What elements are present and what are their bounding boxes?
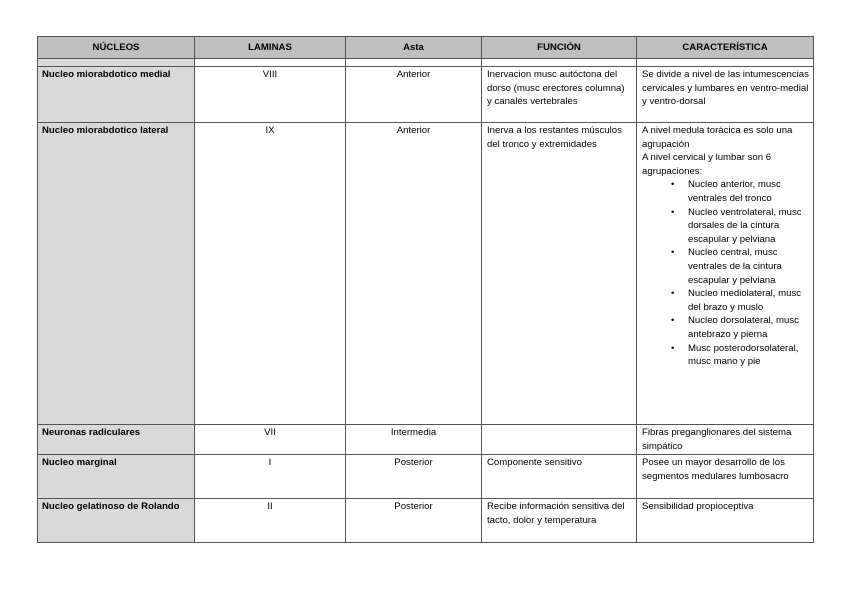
lamina-cell: I (195, 455, 346, 499)
funcion-cell: Recibe información sensitiva del tacto, dolor y temperatura (482, 499, 637, 543)
nuclei-table (37, 36, 814, 543)
nucleo-cell: Neuronas radiculares (38, 425, 195, 455)
caracteristica-line: A nivel cervical y lumbar son 6 agrupaciones: (642, 152, 772, 177)
header-funcion: FUNCIÓN (482, 37, 637, 59)
list-item: • Musc posterodorsolateral, musc mano y pie (676, 342, 809, 369)
table-row (38, 123, 814, 425)
asta-cell: Posterior (346, 499, 482, 543)
funcion-cell: Componente sensitivo (482, 455, 637, 499)
lamina-cell: IX (195, 123, 346, 425)
nucleo-cell: Nucleo miorabdotico lateral (38, 123, 195, 425)
header-nucleos: NÚCLEOS (38, 37, 195, 59)
spacer-row (38, 59, 814, 67)
table-row (38, 499, 814, 543)
table-row (38, 425, 814, 455)
header-asta: Asta (346, 37, 482, 59)
funcion-cell (482, 425, 637, 455)
groups-list (642, 178, 809, 368)
caracteristica-cell (637, 123, 814, 425)
lamina-cell: VIII (195, 67, 346, 123)
list-item: • Nucleo mediolateral, musc del brazo y muslo (676, 287, 809, 314)
nucleo-cell: Nucleo miorabdotico medial (38, 67, 195, 123)
lamina-cell: II (195, 499, 346, 543)
asta-cell: Anterior (346, 67, 482, 123)
caracteristica-cell: Sensibilidad propioceptiva (637, 499, 814, 543)
caracteristica-cell: Posee un mayor desarrollo de los segmentos medulares lumbosacro (637, 455, 814, 499)
asta-cell: Intermedia (346, 425, 482, 455)
header-laminas: LAMINAS (195, 37, 346, 59)
header-row (38, 37, 814, 59)
list-item: • Nucleo anterior, musc ventrales del tronco (676, 178, 809, 205)
funcion-cell: Inerva a los restantes músculos del tronco y extremidades (482, 123, 637, 425)
list-item: • Nucleo ventrolateral, musc dorsales de la cintura escapular y pelviana (676, 206, 809, 247)
nucleo-cell: Nucleo gelatinoso de Rolando (38, 499, 195, 543)
list-item: • Nucleo central, musc ventrales de la cintura escapular y pelviana (676, 246, 809, 287)
funcion-cell: Inervacion musc autóctona del dorso (musc erectores columna) y canales vertebrales (482, 67, 637, 123)
lamina-cell: VII (195, 425, 346, 455)
caracteristica-cell: Fibras preganglionares del sistema simpático (637, 425, 814, 455)
asta-cell: Posterior (346, 455, 482, 499)
header-caracteristica: CARACTERÍSTICA (637, 37, 814, 59)
table-row (38, 455, 814, 499)
table-row (38, 67, 814, 123)
asta-cell: Anterior (346, 123, 482, 425)
list-item: • Nucleo dorsolateral, musc antebrazo y pierna (676, 314, 809, 341)
caracteristica-cell: Se divide a nivel de las intumescencias cervicales y lumbares en ventro-medial y ventro-dorsal (637, 67, 814, 123)
caracteristica-line: A nivel medula torácica es solo una agrupación (642, 125, 793, 150)
nucleo-cell: Nucleo marginal (38, 455, 195, 499)
